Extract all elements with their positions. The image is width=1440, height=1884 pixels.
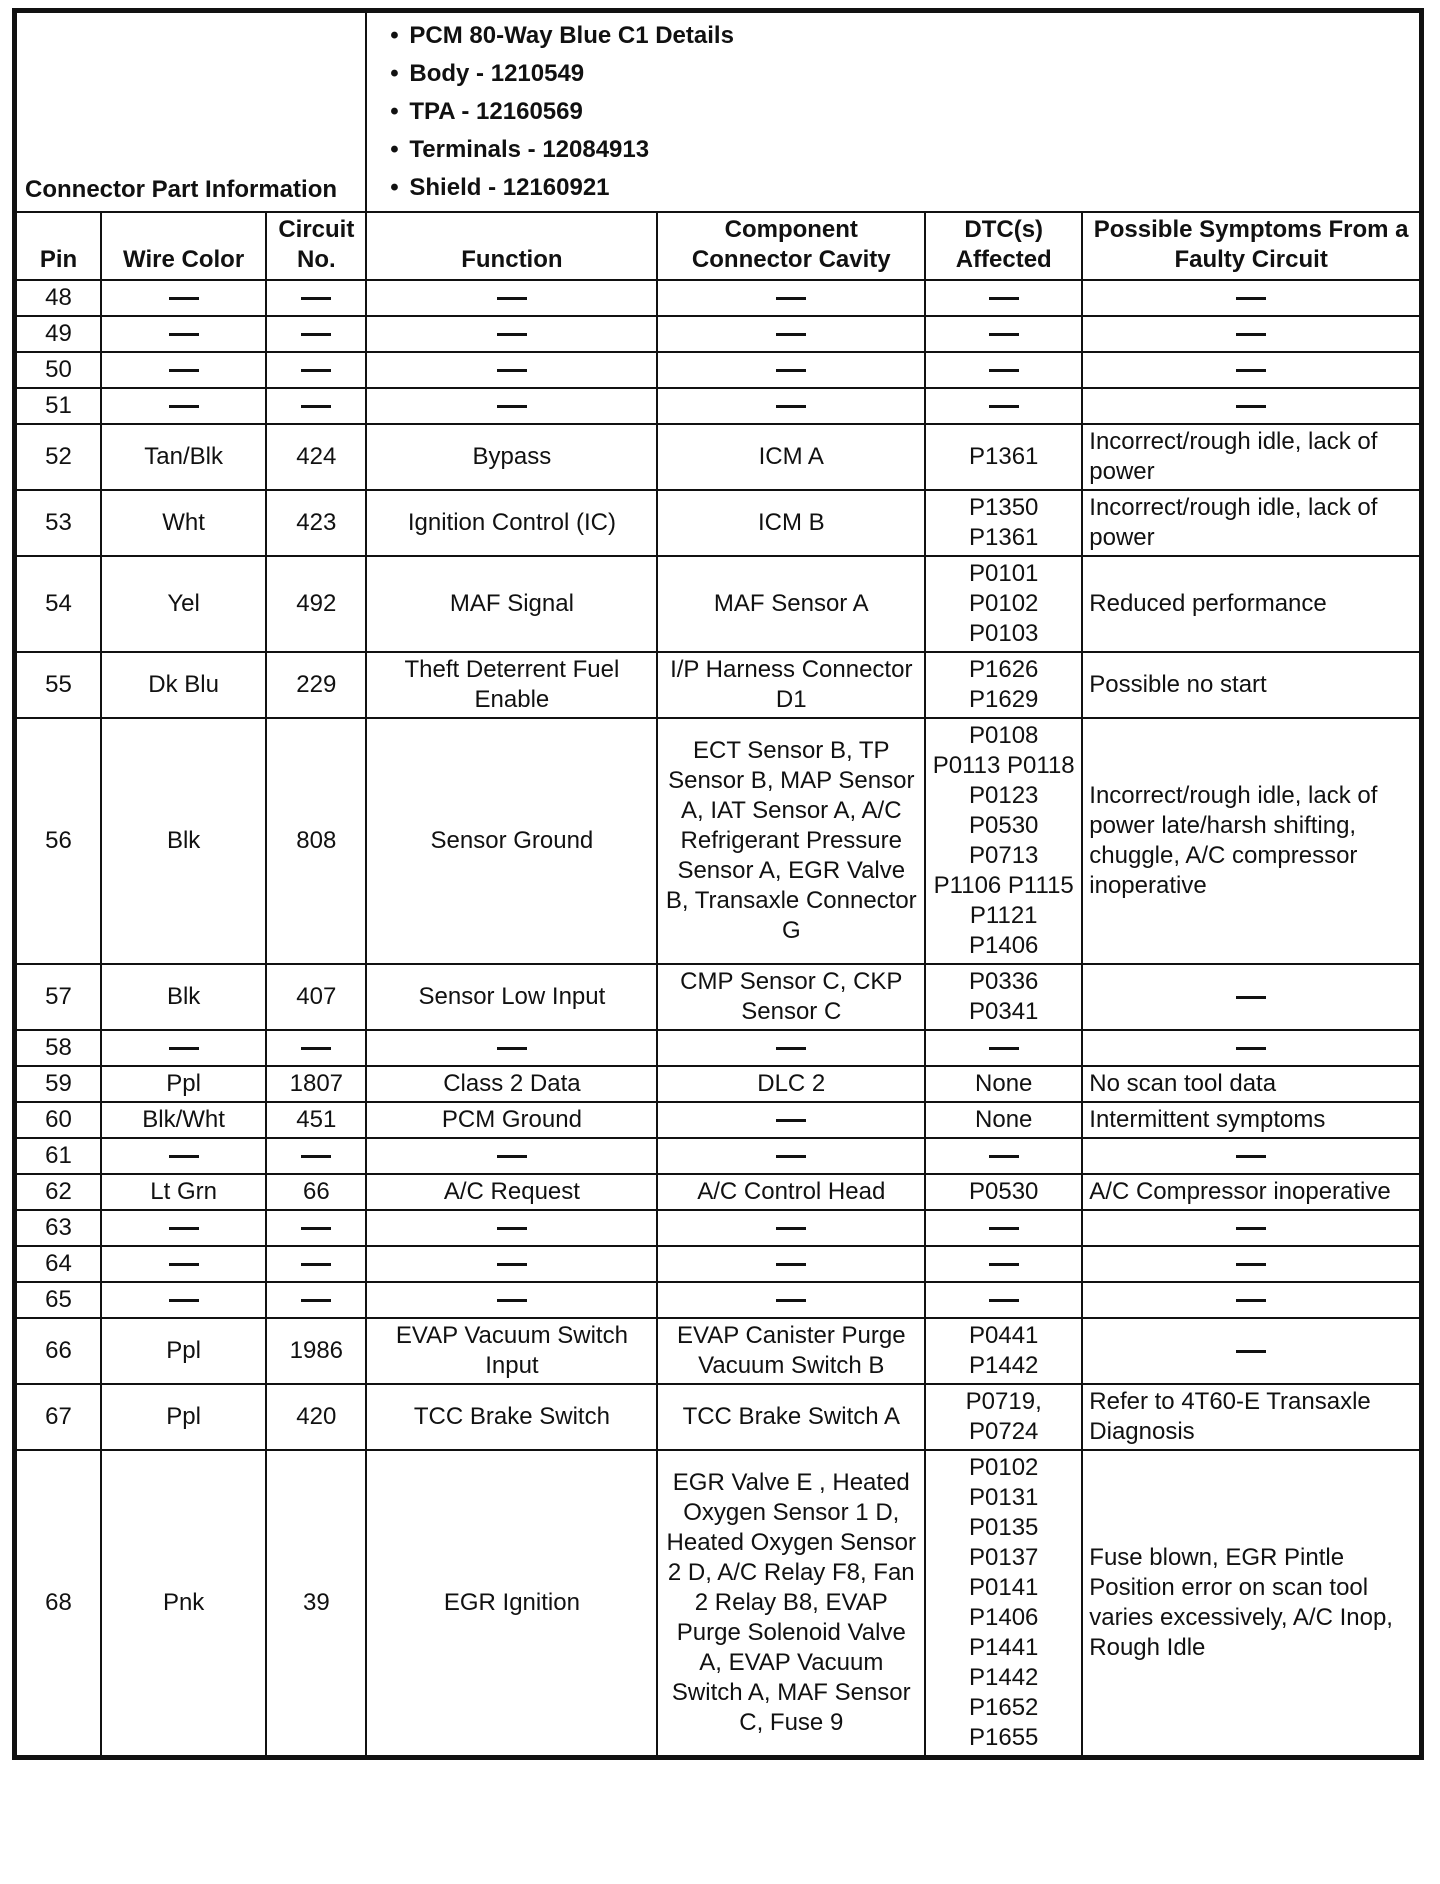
col-header-circuit-no: Circuit No. <box>266 212 366 280</box>
pin-cell: 61 <box>16 1138 101 1174</box>
circuit-cell <box>266 388 366 424</box>
empty-dash-icon <box>497 405 527 408</box>
dtc-code: P0102 <box>969 590 1039 617</box>
dtc-cell <box>925 1450 1082 1756</box>
empty-dash-icon <box>301 333 331 336</box>
circuit-cell <box>266 1030 366 1066</box>
table-row <box>16 1318 1420 1384</box>
col-header-wire-color: Wire Color <box>101 212 266 280</box>
dtc-code: P0131 <box>969 1484 1039 1511</box>
function-cell: Sensor Ground <box>366 718 657 964</box>
wire-color-cell <box>101 1246 266 1282</box>
circuit-cell: 1986 <box>266 1318 366 1384</box>
empty-dash-icon <box>301 405 331 408</box>
connector-details <box>366 12 1420 212</box>
dtc-cell <box>925 280 1082 316</box>
dtc-cell <box>925 964 1082 1030</box>
empty-dash-icon <box>301 1263 331 1266</box>
empty-dash-icon <box>776 1263 806 1266</box>
table-row <box>16 280 1420 316</box>
dtc-code: P0713 <box>969 842 1039 869</box>
cavity-cell <box>657 280 925 316</box>
table-row <box>16 1174 1420 1210</box>
connector-detail-text: PCM 80-Way Blue C1 Details <box>409 22 734 49</box>
pin-cell: 60 <box>16 1102 101 1138</box>
dtc-cell <box>925 424 1082 490</box>
empty-dash-icon <box>301 369 331 372</box>
bullet-icon: • <box>390 136 399 163</box>
function-cell <box>366 1210 657 1246</box>
wire-color-cell: Pnk <box>101 1450 266 1756</box>
function-cell: EVAP Vacuum Switch Input <box>366 1318 657 1384</box>
circuit-cell <box>266 1282 366 1318</box>
col-header-dtc: DTC(s) Affected <box>925 212 1082 280</box>
empty-dash-icon <box>497 1155 527 1158</box>
symptoms-cell: Fuse blown, EGR Pintle Position error on scan tool varies excessively, A/C Inop, Rough Idle <box>1082 1450 1420 1756</box>
cavity-cell: CMP Sensor C, CKP Sensor C <box>657 964 925 1030</box>
table-row <box>16 1102 1420 1138</box>
circuit-cell: 424 <box>266 424 366 490</box>
symptoms-cell <box>1082 1318 1420 1384</box>
wire-color-cell <box>101 1138 266 1174</box>
empty-dash-icon <box>301 1047 331 1050</box>
pin-cell: 67 <box>16 1384 101 1450</box>
function-cell <box>366 388 657 424</box>
bullet-icon: • <box>390 98 399 125</box>
pin-rows <box>16 280 1420 1756</box>
empty-dash-icon <box>989 1299 1019 1302</box>
dtc-code: P1441 <box>969 1634 1039 1661</box>
dtc-cell <box>925 652 1082 718</box>
empty-dash-icon <box>989 405 1019 408</box>
symptoms-cell: Incorrect/rough idle, lack of power late/harsh shifting, chuggle, A/C compressor inoperative <box>1082 718 1420 964</box>
dtc-code: P1626 <box>969 656 1039 683</box>
dtc-cell <box>925 1282 1082 1318</box>
dtc-code: P1442 <box>969 1352 1039 1379</box>
cavity-cell: EGR Valve E , Heated Oxygen Sensor 1 D, Heated Oxygen Sensor 2 D, A/C Relay F8, Fan 2 Relay B8, EVAP Purge Solenoid Valve A, EVAP Vacuum Switch A, MAF Sensor C, Fuse 9 <box>657 1450 925 1756</box>
pin-cell: 51 <box>16 388 101 424</box>
cavity-cell: TCC Brake Switch A <box>657 1384 925 1450</box>
empty-dash-icon <box>989 1047 1019 1050</box>
connector-table <box>15 11 1421 1757</box>
circuit-cell: 492 <box>266 556 366 652</box>
empty-dash-icon <box>497 1047 527 1050</box>
table-row <box>16 1138 1420 1174</box>
circuit-cell <box>266 280 366 316</box>
dtc-cell <box>925 490 1082 556</box>
empty-dash-icon <box>169 369 199 372</box>
symptoms-cell <box>1082 352 1420 388</box>
connector-detail-text: TPA - 12160569 <box>409 98 583 125</box>
dtc-cell <box>925 1246 1082 1282</box>
symptoms-cell: Reduced performance <box>1082 556 1420 652</box>
table-row <box>16 556 1420 652</box>
dtc-cell <box>925 388 1082 424</box>
dtc-code: P1655 <box>969 1724 1039 1751</box>
circuit-cell <box>266 1138 366 1174</box>
function-cell: Sensor Low Input <box>366 964 657 1030</box>
bullet-icon: • <box>390 22 399 49</box>
pin-cell: 58 <box>16 1030 101 1066</box>
connector-info-row <box>16 12 1420 212</box>
wire-color-cell <box>101 280 266 316</box>
pin-cell: 52 <box>16 424 101 490</box>
empty-dash-icon <box>1236 405 1266 408</box>
dtc-cell <box>925 1102 1082 1138</box>
symptoms-cell: Refer to 4T60-E Transaxle Diagnosis <box>1082 1384 1420 1450</box>
empty-dash-icon <box>1236 1299 1266 1302</box>
dtc-cell <box>925 556 1082 652</box>
cavity-cell: A/C Control Head <box>657 1174 925 1210</box>
empty-dash-icon <box>169 1263 199 1266</box>
wire-color-cell: Lt Grn <box>101 1174 266 1210</box>
empty-dash-icon <box>776 297 806 300</box>
cavity-cell <box>657 1102 925 1138</box>
empty-dash-icon <box>169 297 199 300</box>
wire-color-cell: Ppl <box>101 1384 266 1450</box>
empty-dash-icon <box>1236 1047 1266 1050</box>
empty-dash-icon <box>1236 1350 1266 1353</box>
wire-color-cell: Yel <box>101 556 266 652</box>
empty-dash-icon <box>497 369 527 372</box>
dtc-code: P0141 <box>969 1574 1039 1601</box>
empty-dash-icon <box>1236 369 1266 372</box>
empty-dash-icon <box>497 297 527 300</box>
empty-dash-icon <box>989 297 1019 300</box>
table-row <box>16 1210 1420 1246</box>
dtc-code: P1361 <box>969 443 1039 470</box>
pin-cell: 62 <box>16 1174 101 1210</box>
column-header-row <box>16 212 1420 280</box>
connector-info-title: Connector Part Information <box>16 12 366 212</box>
circuit-cell: 229 <box>266 652 366 718</box>
empty-dash-icon <box>776 1119 806 1122</box>
cavity-cell <box>657 316 925 352</box>
col-header-function: Function <box>366 212 657 280</box>
dtc-code: P0530 <box>969 812 1039 839</box>
table-row <box>16 1384 1420 1450</box>
function-cell <box>366 1282 657 1318</box>
dtc-cell <box>925 316 1082 352</box>
function-cell: Class 2 Data <box>366 1066 657 1102</box>
dtc-code: P0137 <box>969 1544 1039 1571</box>
dtc-cell <box>925 1138 1082 1174</box>
function-cell: Bypass <box>366 424 657 490</box>
cavity-cell: EVAP Canister Purge Vacuum Switch B <box>657 1318 925 1384</box>
empty-dash-icon <box>169 1155 199 1158</box>
empty-dash-icon <box>989 1227 1019 1230</box>
dtc-code: P1361 <box>969 524 1039 551</box>
pin-cell: 55 <box>16 652 101 718</box>
col-header-symptoms: Possible Symptoms From a Faulty Circuit <box>1082 212 1420 280</box>
table-row <box>16 1450 1420 1756</box>
pin-cell: 63 <box>16 1210 101 1246</box>
dtc-code: P0336 <box>969 968 1039 995</box>
pin-cell: 50 <box>16 352 101 388</box>
circuit-cell: 39 <box>266 1450 366 1756</box>
function-cell: EGR Ignition <box>366 1450 657 1756</box>
connector-detail-item <box>379 17 1407 55</box>
table-row <box>16 652 1420 718</box>
dtc-code: P0135 <box>969 1514 1039 1541</box>
bullet-icon: • <box>390 174 399 201</box>
wire-color-cell: Tan/Blk <box>101 424 266 490</box>
table-row <box>16 1066 1420 1102</box>
wire-color-cell: Blk <box>101 718 266 964</box>
dtc-code: P0102 <box>969 1454 1039 1481</box>
empty-dash-icon <box>1236 1155 1266 1158</box>
cavity-cell <box>657 352 925 388</box>
symptoms-cell: A/C Compressor inoperative <box>1082 1174 1420 1210</box>
empty-dash-icon <box>776 405 806 408</box>
symptoms-cell: Incorrect/rough idle, lack of power <box>1082 490 1420 556</box>
pin-cell: 53 <box>16 490 101 556</box>
circuit-cell: 407 <box>266 964 366 1030</box>
cavity-cell: ECT Sensor B, TP Sensor B, MAP Sensor A, IAT Sensor A, A/C Refrigerant Pressure Sensor A, EGR Valve B, Transaxle Connector G <box>657 718 925 964</box>
table-row <box>16 1030 1420 1066</box>
dtc-code: P0341 <box>969 998 1039 1025</box>
dtc-cell <box>925 718 1082 964</box>
empty-dash-icon <box>169 333 199 336</box>
symptoms-cell: No scan tool data <box>1082 1066 1420 1102</box>
cavity-cell: I/P Harness Connector D1 <box>657 652 925 718</box>
empty-dash-icon <box>776 369 806 372</box>
dtc-code: P0441 <box>969 1322 1039 1349</box>
empty-dash-icon <box>497 1263 527 1266</box>
dtc-code: P0719, <box>965 1388 1042 1415</box>
connector-detail-text: Shield - 12160921 <box>409 174 610 201</box>
function-cell <box>366 280 657 316</box>
connector-detail-item <box>379 131 1407 169</box>
empty-dash-icon <box>1236 1227 1266 1230</box>
wire-color-cell <box>101 1282 266 1318</box>
table-row <box>16 964 1420 1030</box>
circuit-cell: 1807 <box>266 1066 366 1102</box>
function-cell <box>366 1138 657 1174</box>
empty-dash-icon <box>301 297 331 300</box>
cavity-cell <box>657 1210 925 1246</box>
empty-dash-icon <box>1236 297 1266 300</box>
wire-color-cell: Blk/Wht <box>101 1102 266 1138</box>
dtc-code: P1442 <box>969 1664 1039 1691</box>
wire-color-cell <box>101 1030 266 1066</box>
symptoms-cell <box>1082 1282 1420 1318</box>
empty-dash-icon <box>989 369 1019 372</box>
connector-details-list <box>379 17 1407 207</box>
empty-dash-icon <box>776 1227 806 1230</box>
empty-dash-icon <box>497 1227 527 1230</box>
dtc-cell <box>925 1066 1082 1102</box>
table-row <box>16 316 1420 352</box>
function-cell: Theft Deterrent Fuel Enable <box>366 652 657 718</box>
symptoms-cell <box>1082 1246 1420 1282</box>
pin-cell: 48 <box>16 280 101 316</box>
empty-dash-icon <box>776 1299 806 1302</box>
dtc-code: P1406 <box>969 932 1039 959</box>
connector-detail-text: Terminals - 12084913 <box>409 136 650 163</box>
dtc-cell <box>925 1318 1082 1384</box>
symptoms-cell: Incorrect/rough idle, lack of power <box>1082 424 1420 490</box>
cavity-cell <box>657 1138 925 1174</box>
circuit-cell: 423 <box>266 490 366 556</box>
empty-dash-icon <box>169 1047 199 1050</box>
dtc-code: P1629 <box>969 686 1039 713</box>
pin-cell: 66 <box>16 1318 101 1384</box>
empty-dash-icon <box>301 1299 331 1302</box>
wire-color-cell: Blk <box>101 964 266 1030</box>
empty-dash-icon <box>1236 333 1266 336</box>
circuit-cell: 808 <box>266 718 366 964</box>
function-cell: A/C Request <box>366 1174 657 1210</box>
symptoms-cell <box>1082 1138 1420 1174</box>
connector-table-sheet <box>12 8 1424 1760</box>
empty-dash-icon <box>776 1047 806 1050</box>
cavity-cell <box>657 388 925 424</box>
bullet-icon: • <box>390 60 399 87</box>
cavity-cell: ICM B <box>657 490 925 556</box>
cavity-cell: MAF Sensor A <box>657 556 925 652</box>
pin-cell: 65 <box>16 1282 101 1318</box>
dtc-code: P1652 <box>969 1694 1039 1721</box>
connector-detail-text: Body - 1210549 <box>409 60 585 87</box>
function-cell: Ignition Control (IC) <box>366 490 657 556</box>
connector-detail-item <box>379 93 1407 131</box>
cavity-cell: DLC 2 <box>657 1066 925 1102</box>
dtc-code: P0123 <box>969 782 1039 809</box>
dtc-code: P0530 <box>969 1178 1039 1205</box>
symptoms-cell <box>1082 388 1420 424</box>
dtc-code: P1350 <box>969 494 1039 521</box>
cavity-cell: ICM A <box>657 424 925 490</box>
pin-cell: 68 <box>16 1450 101 1756</box>
connector-detail-item <box>379 55 1407 93</box>
function-cell <box>366 1030 657 1066</box>
dtc-code: P0103 <box>969 620 1039 647</box>
dtc-cell <box>925 1174 1082 1210</box>
circuit-cell <box>266 1246 366 1282</box>
table-row <box>16 352 1420 388</box>
dtc-code: P1106 P1115 <box>933 872 1074 899</box>
empty-dash-icon <box>497 1299 527 1302</box>
cavity-cell <box>657 1282 925 1318</box>
pin-cell: 64 <box>16 1246 101 1282</box>
table-row <box>16 424 1420 490</box>
col-header-component-cavity: Component Connector Cavity <box>657 212 925 280</box>
circuit-cell: 451 <box>266 1102 366 1138</box>
pin-cell: 56 <box>16 718 101 964</box>
dtc-code: P0101 <box>969 560 1039 587</box>
dtc-code: P1406 <box>969 1604 1039 1631</box>
wire-color-cell: Ppl <box>101 1318 266 1384</box>
wire-color-cell <box>101 316 266 352</box>
wire-color-cell: Dk Blu <box>101 652 266 718</box>
dtc-code: P0724 <box>969 1418 1039 1445</box>
wire-color-cell <box>101 352 266 388</box>
table-row <box>16 718 1420 964</box>
function-cell: MAF Signal <box>366 556 657 652</box>
table-row <box>16 1246 1420 1282</box>
dtc-cell <box>925 1384 1082 1450</box>
connector-detail-item <box>379 169 1407 207</box>
function-cell <box>366 316 657 352</box>
empty-dash-icon <box>497 333 527 336</box>
function-cell <box>366 1246 657 1282</box>
function-cell: TCC Brake Switch <box>366 1384 657 1450</box>
empty-dash-icon <box>989 1263 1019 1266</box>
dtc-code: None <box>975 1106 1033 1133</box>
wire-color-cell: Wht <box>101 490 266 556</box>
dtc-cell <box>925 1030 1082 1066</box>
empty-dash-icon <box>989 1155 1019 1158</box>
dtc-cell <box>925 1210 1082 1246</box>
empty-dash-icon <box>1236 1263 1266 1266</box>
table-row <box>16 388 1420 424</box>
empty-dash-icon <box>1236 996 1266 999</box>
circuit-cell <box>266 352 366 388</box>
pin-cell: 59 <box>16 1066 101 1102</box>
circuit-cell: 420 <box>266 1384 366 1450</box>
symptoms-cell <box>1082 316 1420 352</box>
wire-color-cell <box>101 1210 266 1246</box>
empty-dash-icon <box>301 1155 331 1158</box>
empty-dash-icon <box>776 333 806 336</box>
function-cell: PCM Ground <box>366 1102 657 1138</box>
empty-dash-icon <box>169 1227 199 1230</box>
dtc-code: None <box>975 1070 1033 1097</box>
empty-dash-icon <box>989 333 1019 336</box>
wire-color-cell <box>101 388 266 424</box>
symptoms-cell <box>1082 964 1420 1030</box>
empty-dash-icon <box>169 1299 199 1302</box>
function-cell <box>366 352 657 388</box>
empty-dash-icon <box>301 1227 331 1230</box>
symptoms-cell <box>1082 1030 1420 1066</box>
pin-cell: 49 <box>16 316 101 352</box>
symptoms-cell: Possible no start <box>1082 652 1420 718</box>
circuit-cell <box>266 316 366 352</box>
cavity-cell <box>657 1030 925 1066</box>
cavity-cell <box>657 1246 925 1282</box>
dtc-cell <box>925 352 1082 388</box>
symptoms-cell: Intermittent symptoms <box>1082 1102 1420 1138</box>
pin-cell: 54 <box>16 556 101 652</box>
dtc-code: P0113 P0118 <box>932 752 1075 779</box>
empty-dash-icon <box>776 1155 806 1158</box>
pin-cell: 57 <box>16 964 101 1030</box>
table-row <box>16 1282 1420 1318</box>
dtc-code: P0108 <box>969 722 1039 749</box>
symptoms-cell <box>1082 1210 1420 1246</box>
empty-dash-icon <box>169 405 199 408</box>
col-header-pin: Pin <box>16 212 101 280</box>
circuit-cell: 66 <box>266 1174 366 1210</box>
wire-color-cell: Ppl <box>101 1066 266 1102</box>
symptoms-cell <box>1082 280 1420 316</box>
circuit-cell <box>266 1210 366 1246</box>
table-row <box>16 490 1420 556</box>
dtc-code: P1121 <box>969 902 1038 929</box>
